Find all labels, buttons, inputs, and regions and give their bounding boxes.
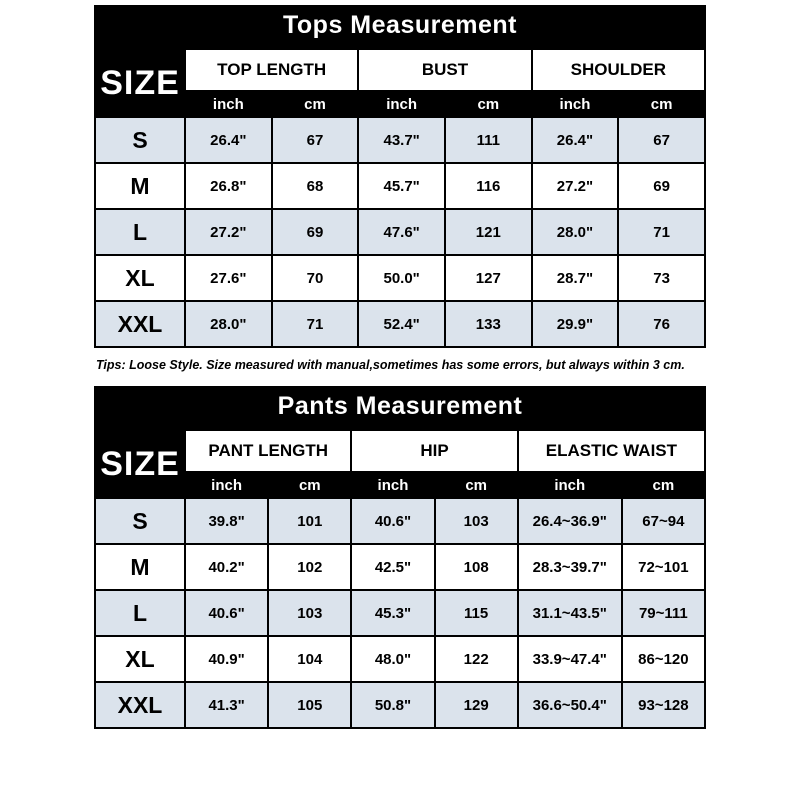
- size-row-m: [95, 163, 705, 209]
- measurement-value-cell: 105: [268, 682, 351, 728]
- measurement-value-cell: 26.8": [185, 163, 272, 209]
- measurement-value-cell: 111: [445, 117, 532, 163]
- measurement-value-cell: 50.0": [358, 255, 445, 301]
- unit-header-cell: inch: [358, 91, 445, 117]
- size-row-l: [95, 209, 705, 255]
- measurement-value-cell: 27.6": [185, 255, 272, 301]
- measurement-value-cell: 102: [268, 544, 351, 590]
- unit-header-cell: inch: [518, 472, 622, 498]
- measurement-value-cell: 26.4": [185, 117, 272, 163]
- size-row-m: [95, 544, 705, 590]
- size-row-xxl: [95, 682, 705, 728]
- column-group-header: PANT LENGTH: [185, 430, 351, 472]
- measurement-value-cell: 70: [272, 255, 359, 301]
- tops-measurement-table: [94, 5, 706, 348]
- measurement-value-cell: 43.7": [358, 117, 445, 163]
- column-group-header: HIP: [351, 430, 517, 472]
- measurement-value-cell: 116: [445, 163, 532, 209]
- header-row-units: [95, 91, 705, 117]
- unit-header-cell: cm: [618, 91, 705, 117]
- size-label-cell: S: [95, 117, 185, 163]
- measurement-value-cell: 69: [272, 209, 359, 255]
- measurement-value-cell: 86~120: [622, 636, 705, 682]
- measurement-value-cell: 50.8": [351, 682, 434, 728]
- measurement-value-cell: 28.0": [532, 209, 619, 255]
- measurement-value-cell: 47.6": [358, 209, 445, 255]
- size-label-cell: S: [95, 498, 185, 544]
- measurement-value-cell: 27.2": [185, 209, 272, 255]
- measurement-value-cell: 79~111: [622, 590, 705, 636]
- measurement-value-cell: 67: [618, 117, 705, 163]
- measurement-value-cell: 41.3": [185, 682, 268, 728]
- measurement-value-cell: 42.5": [351, 544, 434, 590]
- measurement-value-cell: 27.2": [532, 163, 619, 209]
- measurement-value-cell: 48.0": [351, 636, 434, 682]
- measurement-grid: [94, 48, 706, 348]
- header-row-units: [95, 472, 705, 498]
- measurement-value-cell: 103: [435, 498, 518, 544]
- measurement-value-cell: 68: [272, 163, 359, 209]
- header-row-groups: [95, 49, 705, 91]
- measurement-value-cell: 45.3": [351, 590, 434, 636]
- size-row-s: [95, 498, 705, 544]
- size-label-cell: XXL: [95, 682, 185, 728]
- unit-header-cell: cm: [445, 91, 532, 117]
- measurement-value-cell: 101: [268, 498, 351, 544]
- size-header-cell: SIZE: [95, 49, 185, 117]
- measurement-value-cell: 39.8": [185, 498, 268, 544]
- size-row-l: [95, 590, 705, 636]
- size-row-xl: [95, 255, 705, 301]
- unit-header-cell: cm: [622, 472, 705, 498]
- column-group-header: ELASTIC WAIST: [518, 430, 705, 472]
- pants-measurement-table: [94, 386, 706, 729]
- measurement-value-cell: 76: [618, 301, 705, 347]
- column-group-header: BUST: [358, 49, 531, 91]
- measurement-value-cell: 40.2": [185, 544, 268, 590]
- measurement-value-cell: 103: [268, 590, 351, 636]
- size-row-xl: [95, 636, 705, 682]
- unit-header-cell: cm: [272, 91, 359, 117]
- size-chart-sheet: [94, 0, 706, 729]
- column-group-header: SHOULDER: [532, 49, 705, 91]
- size-header-cell: SIZE: [95, 430, 185, 498]
- measurement-value-cell: 129: [435, 682, 518, 728]
- size-label-cell: XXL: [95, 301, 185, 347]
- size-row-xxl: [95, 301, 705, 347]
- measurement-value-cell: 26.4~36.9": [518, 498, 622, 544]
- table-title: Tops Measurement: [94, 5, 706, 48]
- measurement-value-cell: 33.9~47.4": [518, 636, 622, 682]
- size-label-cell: M: [95, 544, 185, 590]
- size-label-cell: XL: [95, 636, 185, 682]
- measurement-value-cell: 122: [435, 636, 518, 682]
- size-label-cell: XL: [95, 255, 185, 301]
- measurement-value-cell: 67~94: [622, 498, 705, 544]
- measurement-value-cell: 40.9": [185, 636, 268, 682]
- measurement-value-cell: 28.3~39.7": [518, 544, 622, 590]
- measurement-grid: [94, 429, 706, 729]
- measurement-value-cell: 28.7": [532, 255, 619, 301]
- measurement-value-cell: 29.9": [532, 301, 619, 347]
- size-row-s: [95, 117, 705, 163]
- unit-header-cell: cm: [435, 472, 518, 498]
- unit-header-cell: inch: [351, 472, 434, 498]
- measurement-value-cell: 93~128: [622, 682, 705, 728]
- unit-header-cell: inch: [185, 91, 272, 117]
- measurement-value-cell: 121: [445, 209, 532, 255]
- unit-header-cell: inch: [185, 472, 268, 498]
- unit-header-cell: cm: [268, 472, 351, 498]
- measurement-value-cell: 45.7": [358, 163, 445, 209]
- tips-note: Tips: Loose Style. Size measured with manual,sometimes has some errors, but always within 3 cm.: [96, 358, 685, 372]
- measurement-value-cell: 52.4": [358, 301, 445, 347]
- measurement-value-cell: 31.1~43.5": [518, 590, 622, 636]
- measurement-value-cell: 26.4": [532, 117, 619, 163]
- measurement-value-cell: 36.6~50.4": [518, 682, 622, 728]
- measurement-value-cell: 28.0": [185, 301, 272, 347]
- measurement-value-cell: 71: [618, 209, 705, 255]
- table-title: Pants Measurement: [94, 386, 706, 429]
- size-label-cell: M: [95, 163, 185, 209]
- measurement-value-cell: 127: [445, 255, 532, 301]
- measurement-value-cell: 115: [435, 590, 518, 636]
- measurement-value-cell: 69: [618, 163, 705, 209]
- measurement-value-cell: 73: [618, 255, 705, 301]
- unit-header-cell: inch: [532, 91, 619, 117]
- measurement-value-cell: 133: [445, 301, 532, 347]
- measurement-value-cell: 72~101: [622, 544, 705, 590]
- measurement-value-cell: 40.6": [185, 590, 268, 636]
- measurement-value-cell: 108: [435, 544, 518, 590]
- measurement-value-cell: 67: [272, 117, 359, 163]
- measurement-value-cell: 104: [268, 636, 351, 682]
- measurement-value-cell: 40.6": [351, 498, 434, 544]
- size-label-cell: L: [95, 590, 185, 636]
- header-row-groups: [95, 430, 705, 472]
- column-group-header: TOP LENGTH: [185, 49, 358, 91]
- measurement-value-cell: 71: [272, 301, 359, 347]
- size-label-cell: L: [95, 209, 185, 255]
